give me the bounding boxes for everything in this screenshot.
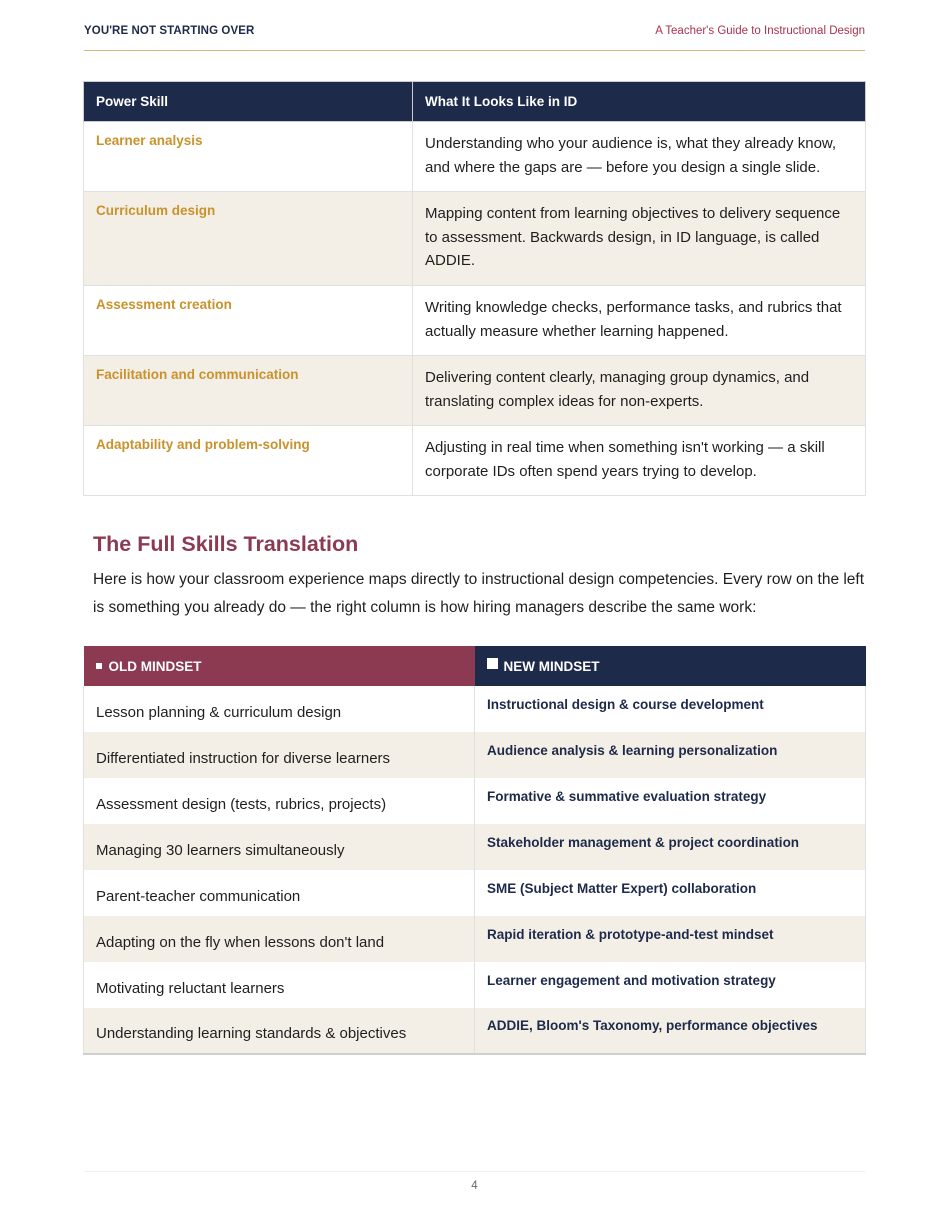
- table-row: [84, 778, 866, 824]
- page-header: [84, 24, 865, 51]
- new-mindset-cell: Rapid iteration & prototype-and-test mindset: [475, 916, 866, 962]
- old-mindset-cell: Parent-teacher communication: [84, 870, 475, 916]
- skill-description: Writing knowledge checks, performance tasks, and rubrics that actually measure whether learning happened.: [425, 299, 842, 340]
- skill-name: Facilitation and communication: [96, 367, 299, 382]
- new-mindset-header-label: NEW MINDSET: [503, 658, 600, 674]
- skill-description: Understanding who your audience is, what they already know, and where the gaps are — before you design a single slide.: [425, 135, 837, 176]
- new-mindset-cell: ADDIE, Bloom's Taxonomy, performance objectives: [475, 1008, 866, 1054]
- table-row: [84, 916, 866, 962]
- skill-name: Assessment creation: [96, 297, 232, 312]
- description-cell: [413, 192, 866, 286]
- old-mindset-header-label: OLD MINDSET: [108, 658, 202, 674]
- white-square-icon: [487, 658, 498, 669]
- old-mindset-cell: Adapting on the fly when lessons don't land: [84, 916, 475, 962]
- new-mindset-cell: SME (Subject Matter Expert) collaboration: [475, 870, 866, 916]
- footer-divider: [84, 1171, 865, 1172]
- table-header-row: [84, 646, 866, 686]
- page-number: 4: [471, 1180, 478, 1192]
- description-cell: [413, 426, 866, 496]
- table-row: [84, 192, 866, 286]
- new-mindset-cell: Formative & summative evaluation strategy: [475, 778, 866, 824]
- skill-cell: [84, 192, 413, 286]
- table-row: [84, 286, 866, 356]
- description-cell: [413, 356, 866, 426]
- column-header-what-it-looks-like: What It Looks Like in ID: [413, 82, 866, 122]
- table-row: [84, 1008, 866, 1054]
- new-mindset-cell: Stakeholder management & project coordination: [475, 824, 866, 870]
- description-cell: [413, 286, 866, 356]
- table-header-row: [84, 82, 866, 122]
- new-mindset-cell: Instructional design & course development: [475, 686, 866, 732]
- running-header-book-title: A Teacher's Guide to Instructional Design: [655, 25, 865, 37]
- power-skills-table: [83, 81, 866, 496]
- skill-description: Delivering content clearly, managing group dynamics, and translating complex ideas for non-experts.: [425, 369, 810, 410]
- skill-name: Curriculum design: [96, 203, 216, 218]
- running-header-title: YOU'RE NOT STARTING OVER: [84, 25, 255, 37]
- skill-cell: [84, 286, 413, 356]
- skill-description: Adjusting in real time when something isn't working — a skill corporate IDs often spend years trying to develop.: [425, 439, 825, 480]
- column-header-power-skill: Power Skill: [84, 82, 413, 122]
- table-row: [84, 356, 866, 426]
- old-mindset-cell: Lesson planning & curriculum design: [84, 686, 475, 732]
- old-mindset-header: [84, 646, 475, 686]
- skill-cell: [84, 426, 413, 496]
- description-cell: [413, 122, 866, 192]
- old-mindset-cell: Differentiated instruction for diverse learners: [84, 732, 475, 778]
- table-row: [84, 962, 866, 1008]
- mindset-translation-table: [83, 646, 866, 1055]
- table-row: [84, 426, 866, 496]
- old-mindset-cell: Understanding learning standards & objectives: [84, 1008, 475, 1054]
- table-row: [84, 732, 866, 778]
- skill-cell: [84, 122, 413, 192]
- small-square-icon: [96, 663, 102, 669]
- section-intro-paragraph: Here is how your classroom experience maps directly to instructional design competencies. Every row on the left is something you already do — the right column is how hiring managers describe the same work:: [93, 571, 865, 616]
- skill-cell: [84, 356, 413, 426]
- skill-name: Adaptability and problem-solving: [96, 437, 310, 452]
- skill-name: Learner analysis: [96, 133, 203, 148]
- skill-description: Mapping content from learning objectives to delivery sequence to assessment. Backwards design, in ID language, is called ADDIE.: [425, 205, 841, 269]
- old-mindset-cell: Managing 30 learners simultaneously: [84, 824, 475, 870]
- new-mindset-cell: Audience analysis & learning personalization: [475, 732, 866, 778]
- table-row: [84, 686, 866, 732]
- old-mindset-cell: Motivating reluctant learners: [84, 962, 475, 1008]
- old-mindset-cell: Assessment design (tests, rubrics, projects): [84, 778, 475, 824]
- table-row: [84, 122, 866, 192]
- table-row: [84, 824, 866, 870]
- new-mindset-header: [475, 646, 866, 686]
- section-title: The Full Skills Translation: [93, 532, 359, 556]
- table-row: [84, 870, 866, 916]
- new-mindset-cell: Learner engagement and motivation strategy: [475, 962, 866, 1008]
